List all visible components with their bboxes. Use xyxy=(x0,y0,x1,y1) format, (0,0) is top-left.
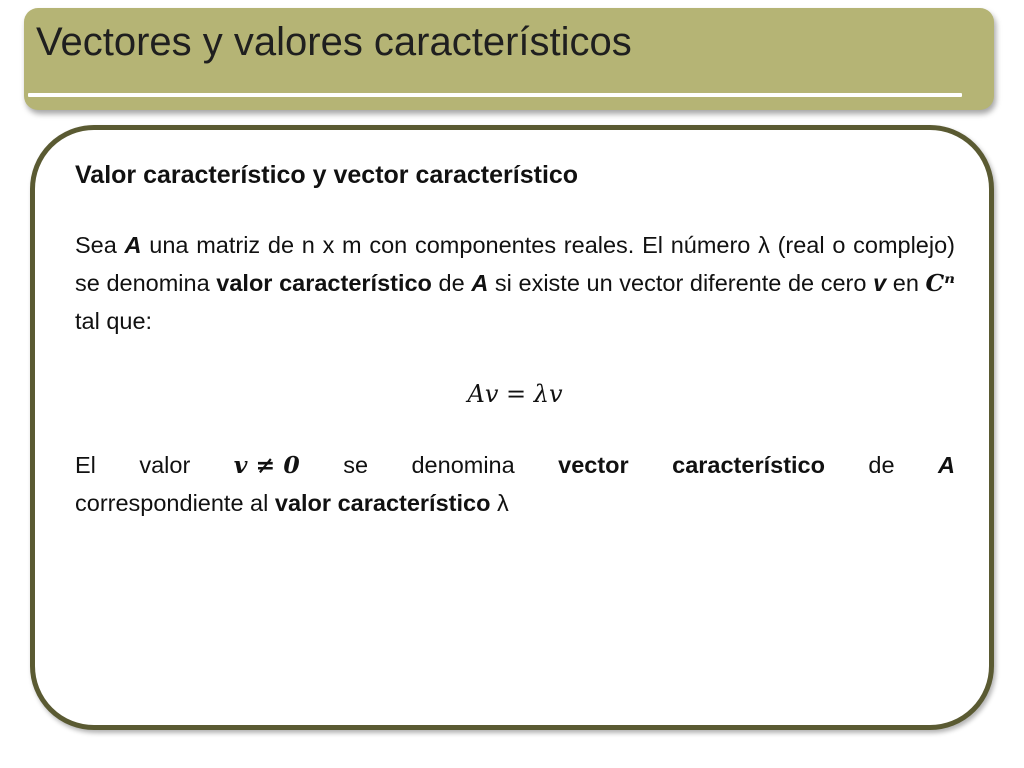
word-el: El xyxy=(75,452,96,478)
slide-title: Vectores y valores característicos xyxy=(36,20,632,64)
title-banner xyxy=(24,8,994,110)
matrix-symbol: A xyxy=(124,232,142,258)
definition-text-4: si existe un vector diferente de cero xyxy=(488,270,874,296)
definition-paragraph xyxy=(75,226,955,340)
line2-text-a: correspondiente al xyxy=(75,490,275,516)
title-underline xyxy=(28,93,962,97)
word-vector: vector xyxy=(558,452,629,478)
complex-space-symbol: 𝑪ⁿ xyxy=(925,269,955,297)
content-panel xyxy=(30,125,994,730)
content-body xyxy=(75,158,955,522)
matrix-symbol-2: A xyxy=(471,270,489,296)
eigenvector-paragraph xyxy=(75,446,955,522)
word-valor: valor xyxy=(139,452,191,478)
definition-text-3: de xyxy=(431,270,472,296)
section-heading: Valor característico y vector característico xyxy=(75,161,579,189)
vector-symbol: v xyxy=(873,270,887,296)
definition-text-1: Sea xyxy=(75,232,125,258)
word-caracteristico: característico xyxy=(672,452,825,478)
line2-text-b: λ xyxy=(490,490,509,516)
word-a: A xyxy=(937,452,955,478)
eigenvector-line-2 xyxy=(75,484,955,522)
term-eigenvalue-2: valor característico xyxy=(274,490,491,516)
word-denomina: denomina xyxy=(411,452,515,478)
word-se: se xyxy=(343,452,369,478)
definition-text-5: en xyxy=(886,270,926,296)
definition-text-2: una matriz de n x m con componentes reales. El número λ (real o complejo) se denomina xyxy=(75,232,955,296)
definition-text-6: tal que: xyxy=(75,308,153,334)
word-de: de xyxy=(868,452,895,478)
term-eigenvalue: valor característico xyxy=(216,270,432,296)
eigen-equation: 𝐴𝑣 = λ𝑣 xyxy=(467,380,563,408)
eigenvector-line-1 xyxy=(75,446,955,484)
nonzero-condition: v ≠ 0 xyxy=(233,451,300,479)
